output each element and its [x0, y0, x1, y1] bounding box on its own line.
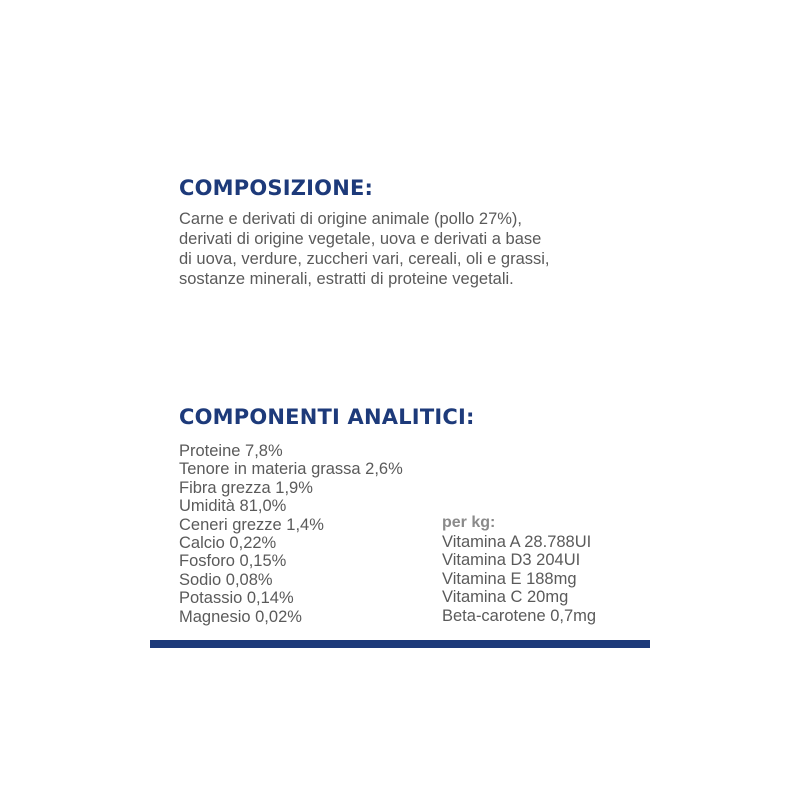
vitamin-item: Vitamina E 188mg	[442, 569, 577, 588]
analytical-item: Ceneri grezze 1,4%	[179, 515, 324, 534]
analytical-item: Fibra grezza 1,9%	[179, 478, 313, 497]
analytical-item: Umidità 81,0%	[179, 497, 287, 516]
analytical-list	[179, 442, 403, 626]
analytical-item: Calcio 0,22%	[179, 534, 277, 553]
composition-line: Carne e derivati di origine animale (pollo 27%),	[179, 210, 523, 228]
composition-heading: COMPOSIZIONE:	[179, 176, 374, 200]
analytical-item: Sodio 0,08%	[179, 570, 273, 589]
per-kg-label: per kg:	[442, 514, 496, 531]
analytical-item: Magnesio 0,02%	[179, 607, 302, 626]
vitamin-item: Beta-carotene 0,7mg	[442, 606, 597, 625]
vitamin-item: Vitamina D3 204UI	[442, 551, 581, 570]
composition-line: derivati di origine vegetale, uova e derivati a base	[179, 230, 542, 248]
analytical-item: Potassio 0,14%	[179, 589, 294, 608]
analytical-item: Proteine 7,8%	[179, 442, 283, 460]
analytical-item: Fosforo 0,15%	[179, 552, 287, 571]
divider-bar	[150, 640, 650, 648]
vitamin-item: Vitamina C 20mg	[442, 588, 569, 607]
composition-text	[179, 209, 639, 289]
composition-line: di uova, verdure, zuccheri vari, cereali, oli e grassi,	[179, 250, 550, 268]
analytical-heading: COMPONENTI ANALITICI:	[179, 405, 475, 429]
composition-line: sostanze minerali, estratti di proteine vegetali.	[179, 270, 514, 288]
analytical-item: Tenore in materia grassa 2,6%	[179, 460, 403, 479]
vitamin-item: Vitamina A 28.788UI	[442, 533, 592, 551]
vitamin-list	[442, 533, 596, 625]
